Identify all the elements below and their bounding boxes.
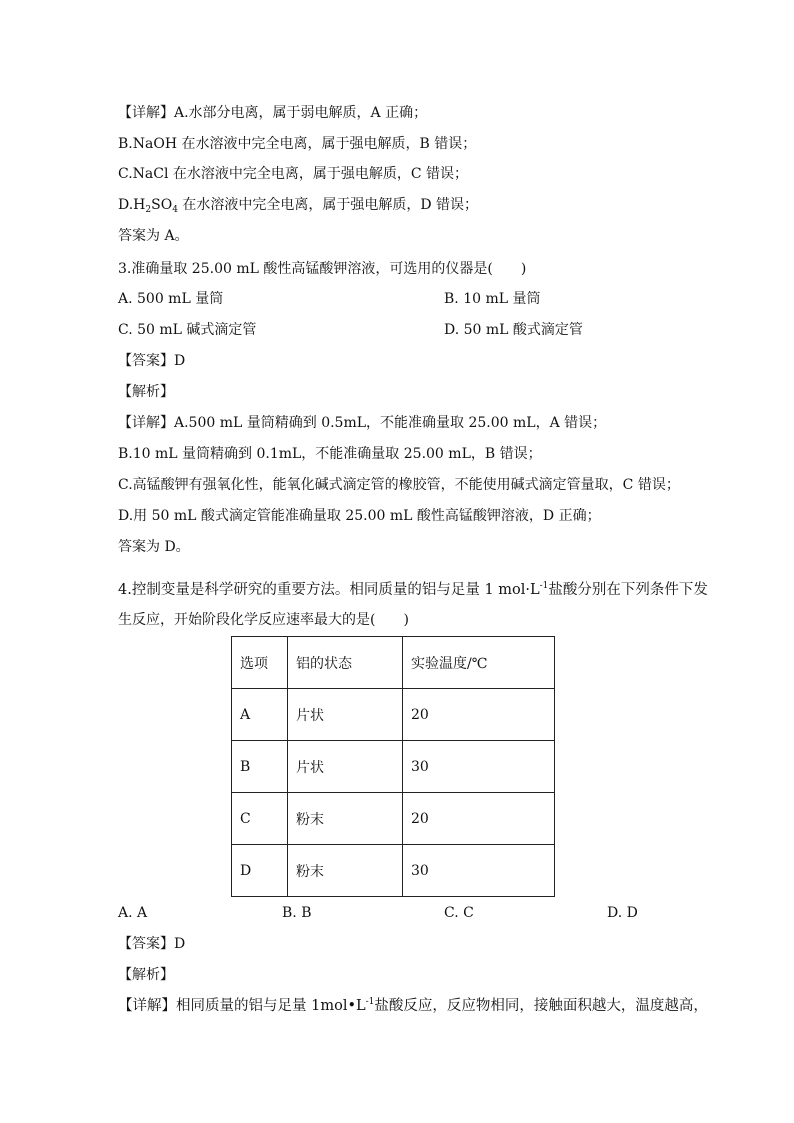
q3-explain-line-4: D.用 50 mL 酸式滴定管能准确量取 25.00 mL 酸性高锰酸钾溶液，D 正确； <box>118 508 601 524</box>
table-cell: 20 <box>403 689 555 741</box>
q3-option-d: D. 50 mL 酸式滴定管 <box>444 322 583 338</box>
table-cell: 粉末 <box>288 793 403 845</box>
q4-explain-line-1: 【详解】相同质量的铝与足量 $1mol•L^{-1}$盐酸反应，反应物相同，接触面积越大，温度越高， <box>118 997 708 1014</box>
table-cell: 20 <box>403 793 555 845</box>
q3-explain-line-3: C.高锰酸钾有强氧化性，能氧化碱式滴定管的橡胶管，不能使用碱式滴定管量取，C 错误； <box>118 477 680 493</box>
q4-stem-line-1: 4.控制变量是科学研究的重要方法。相同质量的铝与足量 1 $mol\cdot L^{-1}$盐酸分别在下列条件下发 <box>118 581 708 598</box>
q2-explain-line-2: B.NaOH 在水溶液中完全电离，属于强电解质，B 错误； <box>118 136 477 152</box>
table-cell: D <box>232 845 288 897</box>
q4-option-b: B. B <box>282 905 312 921</box>
q2-explain-line-1: 【详解】A.水部分电离，属于弱电解质，A 正确； <box>118 105 428 121</box>
table-row <box>232 793 555 845</box>
q4-stem-line-2: 生反应，开始阶段化学反应速率最大的是( ) <box>118 612 409 628</box>
q3-stem: 3.准确量取 25.00 mL 酸性高锰酸钾溶液，可选用的仪器是( ) <box>118 261 527 277</box>
q3-answer: 【答案】D <box>118 353 186 369</box>
q3-option-c: C. 50 mL 碱式滴定管 <box>118 322 257 338</box>
table-header-cell: 实验温度/℃ <box>403 637 555 689</box>
table-row <box>232 741 555 793</box>
table-cell: 片状 <box>288 689 403 741</box>
table-cell: 30 <box>403 741 555 793</box>
table-cell: C <box>232 793 288 845</box>
table-row <box>232 689 555 741</box>
table-cell: 片状 <box>288 741 403 793</box>
q3-option-b: B. 10 mL 量筒 <box>444 291 541 307</box>
q2-explain-line-3: C.NaCl 在水溶液中完全电离，属于强电解质，C 错误； <box>118 166 469 182</box>
table-cell: 30 <box>403 845 555 897</box>
table-row <box>232 845 555 897</box>
table-cell: 粉末 <box>288 845 403 897</box>
q4-option-a: A. A <box>118 905 148 921</box>
table-header-cell: 选项 <box>232 637 288 689</box>
conditions-table <box>231 636 555 897</box>
q3-option-a: A. 500 mL 量筒 <box>118 291 224 307</box>
table-cell: A <box>232 689 288 741</box>
q2-answer-line: 答案为 A。 <box>118 228 189 244</box>
table-cell: B <box>232 741 288 793</box>
q4-option-c: C. C <box>444 905 474 921</box>
q4-answer: 【答案】D <box>118 936 186 952</box>
q2-explain-line-4: $D.H_2SO_4$ 在水溶液中完全电离，属于强电解质，D 错误； <box>118 197 479 215</box>
q3-analysis-heading: 【解析】 <box>118 384 174 400</box>
q3-explain-line-2: B.10 mL 量筒精确到 0.1mL，不能准确量取 25.00 mL，B 错误； <box>118 446 542 462</box>
table-header-cell: 铝的状态 <box>288 637 403 689</box>
q4-option-d: D. D <box>607 905 638 921</box>
q3-explain-line-1: 【详解】A.500 mL 量筒精确到 0.5mL，不能准确量取 25.00 mL，A 错误； <box>118 415 607 431</box>
table-header-row <box>232 637 555 689</box>
q4-analysis-heading: 【解析】 <box>118 967 174 983</box>
q3-answer-line: 答案为 D。 <box>118 539 190 555</box>
